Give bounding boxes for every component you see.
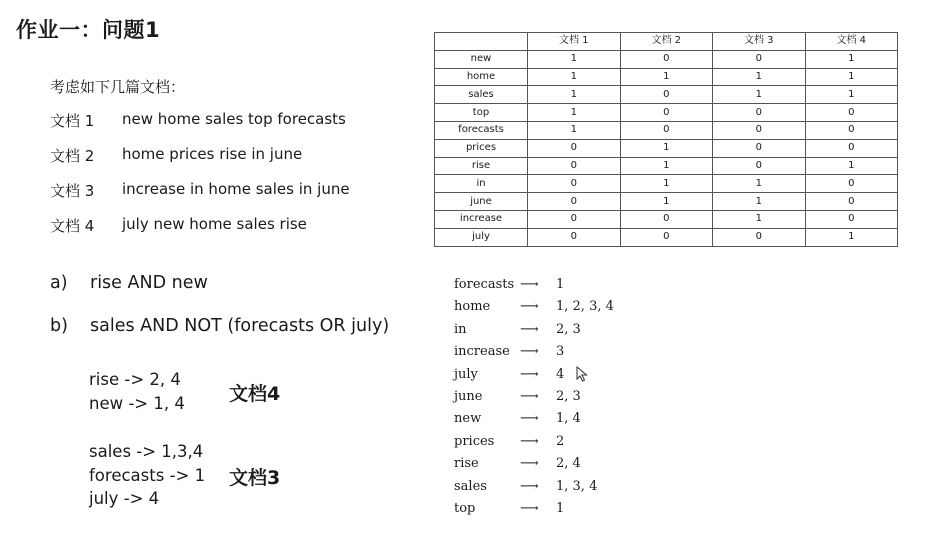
matrix-value-cell: 0 [805,104,898,122]
posting-line: rise -> 2, 4 [89,370,181,389]
index-postings: 4 [556,366,565,382]
document-name: 文档 3 [50,182,95,200]
matrix-value-cell: 1 [528,68,621,86]
mouse-pointer-icon [576,366,588,382]
matrix-value-cell: 0 [528,210,621,228]
arrow-icon: ⟶ [520,277,539,292]
matrix-row [435,210,898,228]
index-term: rise [454,456,479,472]
matrix-value-cell: 0 [620,228,713,246]
answer-b-postings [89,440,205,511]
matrix-value-cell: 0 [805,175,898,193]
matrix-value-cell: 0 [528,157,621,175]
matrix-column-header: 文档 3 [713,33,806,51]
matrix-value-cell: 1 [805,68,898,86]
matrix-value-cell: 1 [805,157,898,175]
arrow-icon: ⟶ [520,500,539,516]
index-entry [454,298,614,320]
posting-line: forecasts -> 1 [89,465,206,485]
document-row [50,110,346,131]
answer-a-result: 文档4 [229,383,281,405]
arrow-icon: ⟶ [520,299,539,315]
document-text: home prices rise in june [122,145,303,163]
matrix-value-cell: 0 [713,157,806,175]
matrix-value-cell: 1 [528,86,621,104]
index-postings: 1 [556,500,565,516]
answer-a-postings [89,368,185,415]
index-term: new [454,411,482,427]
index-entry [454,433,614,455]
document-row [50,180,350,201]
index-postings: 2, 3 [556,321,581,337]
matrix-row [435,121,898,139]
index-postings: 1 [556,277,565,292]
matrix-value-cell: 0 [620,50,713,68]
matrix-value-cell: 1 [713,193,806,211]
document-text: new home sales top forecasts [122,110,346,128]
intro-text: 考虑如下几篇文档： [50,78,186,96]
matrix-value-cell: 1 [805,50,898,68]
arrow-icon: ⟶ [520,344,539,360]
matrix-value-cell: 0 [713,139,806,157]
matrix-term-cell: home [435,68,528,86]
matrix-value-cell: 1 [528,104,621,122]
question-text: sales AND NOT (forecasts OR july) [90,316,390,336]
document-name: 文档 1 [50,112,95,130]
matrix-value-cell: 0 [528,228,621,246]
index-term: sales [454,478,487,494]
term-document-matrix [434,32,898,247]
question-label: b) [50,316,68,336]
matrix-value-cell: 0 [805,121,898,139]
index-term: june [454,388,483,404]
index-term: increase [454,344,510,360]
matrix-row [435,193,898,211]
document-name: 文档 4 [50,217,95,235]
matrix-value-cell: 0 [713,121,806,139]
matrix-row [435,86,898,104]
matrix-term-cell: rise [435,157,528,175]
matrix-term-cell: july [435,228,528,246]
arrow-icon: ⟶ [520,321,539,337]
matrix-value-cell: 0 [620,104,713,122]
index-entry [454,478,614,500]
posting-line: sales -> 1,3,4 [89,442,204,461]
arrow-icon: ⟶ [520,388,539,404]
index-postings: 2, 3 [556,388,581,404]
index-term: in [454,321,467,337]
matrix-value-cell: 0 [620,86,713,104]
matrix-value-cell: 1 [713,175,806,193]
matrix-column-header: 文档 1 [528,33,621,51]
matrix-value-cell: 1 [620,139,713,157]
matrix-value-cell: 1 [528,50,621,68]
index-postings: 2 [556,433,565,449]
index-entry [454,410,614,432]
matrix-value-cell: 0 [713,50,806,68]
matrix-term-cell: prices [435,139,528,157]
question-label: a) [50,273,68,293]
index-term: july [454,366,478,382]
arrow-icon: ⟶ [520,478,539,494]
matrix-value-cell: 0 [713,104,806,122]
question-text: rise AND new [90,273,208,293]
matrix-value-cell: 0 [805,193,898,211]
matrix-value-cell: 0 [528,193,621,211]
matrix-row [435,175,898,193]
matrix-value-cell: 1 [620,157,713,175]
index-postings: 1, 3, 4 [556,478,598,494]
posting-line: july -> 4 [89,489,160,508]
matrix-term-cell: increase [435,210,528,228]
matrix-term-cell: sales [435,86,528,104]
matrix-value-cell: 0 [713,228,806,246]
arrow-icon: ⟶ [520,411,539,427]
matrix-column-header: 文档 4 [805,33,898,51]
matrix-value-cell: 0 [620,121,713,139]
matrix-corner-cell [435,33,528,51]
matrix-value-cell: 1 [805,228,898,246]
index-term: forecasts [454,277,515,292]
index-term: prices [454,433,495,449]
index-postings: 2, 4 [556,456,581,472]
matrix-column-header: 文档 2 [620,33,713,51]
document-text: july new home sales rise [122,215,307,233]
matrix-term-cell: forecasts [435,121,528,139]
matrix-value-cell: 0 [620,210,713,228]
matrix-row [435,228,898,246]
index-entry [454,321,614,343]
document-text: increase in home sales in june [122,180,350,198]
document-row [50,215,307,236]
matrix-row [435,139,898,157]
matrix-row [435,104,898,122]
matrix-value-cell: 0 [528,175,621,193]
matrix-value-cell: 1 [713,86,806,104]
matrix-term-cell: new [435,50,528,68]
matrix-value-cell: 1 [620,68,713,86]
arrow-icon: ⟶ [520,433,539,449]
matrix-row [435,68,898,86]
index-entry [454,500,614,522]
matrix-row [435,157,898,175]
index-entry [454,343,614,365]
question-b [50,316,389,336]
answer-b-result: 文档3 [229,467,281,489]
matrix-value-cell: 1 [713,68,806,86]
matrix-value-cell: 0 [528,139,621,157]
index-entry [454,366,614,388]
matrix-term-cell: in [435,175,528,193]
matrix-value-cell: 0 [805,139,898,157]
inverted-index [454,276,614,522]
matrix-value-cell: 1 [805,86,898,104]
matrix-term-cell: june [435,193,528,211]
index-term: home [454,299,491,315]
matrix-value-cell: 1 [620,193,713,211]
page-title: 作业一：问题1 [16,18,161,42]
matrix-value-cell: 0 [805,210,898,228]
matrix-value-cell: 1 [528,121,621,139]
arrow-icon: ⟶ [520,366,539,382]
matrix-row [435,50,898,68]
matrix-term-cell: top [435,104,528,122]
posting-line: new -> 1, 4 [89,393,185,413]
index-entry [454,276,614,298]
index-term: top [454,500,476,516]
document-row [50,145,302,166]
arrow-icon: ⟶ [520,456,539,472]
index-entry [454,388,614,410]
matrix-value-cell: 1 [620,175,713,193]
matrix-header-row [435,33,898,51]
matrix-value-cell: 1 [713,210,806,228]
index-postings: 1, 2, 3, 4 [556,299,614,315]
index-entry [454,455,614,477]
question-a [50,273,208,293]
index-postings: 3 [556,344,565,360]
document-name: 文档 2 [50,147,95,165]
index-postings: 1, 4 [556,411,581,427]
